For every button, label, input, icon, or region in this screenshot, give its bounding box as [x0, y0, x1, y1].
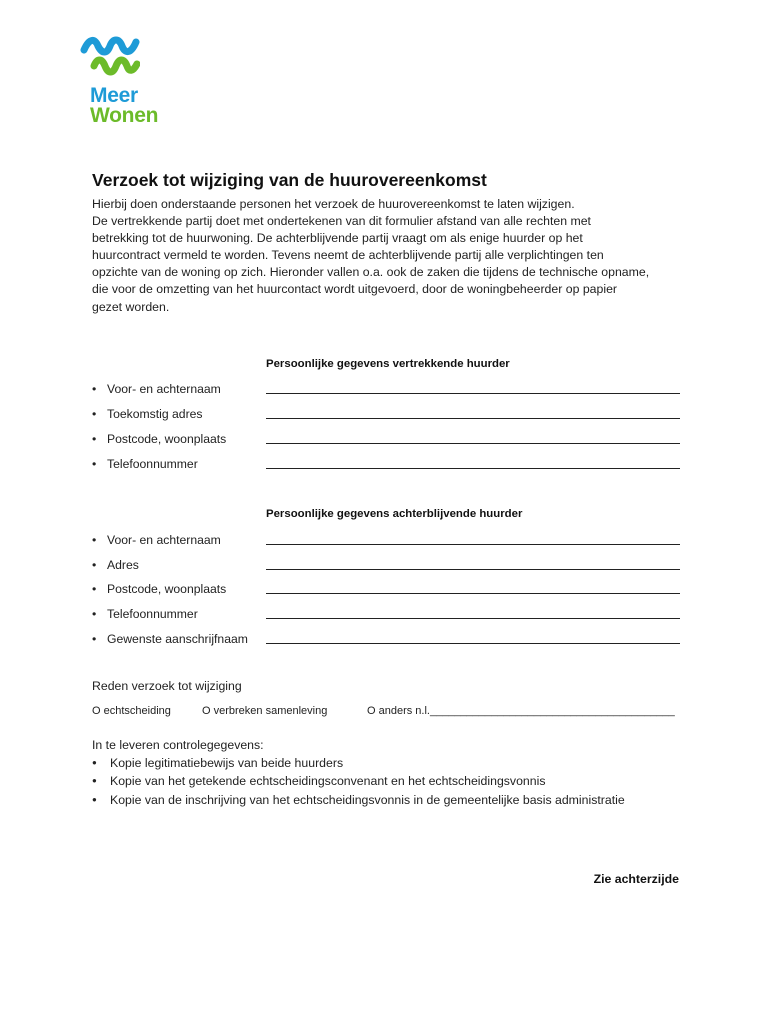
intro-line: Hierbij doen onderstaande personen het verzoek de huurovereenkomst te laten wijzigen.	[92, 197, 575, 211]
form-row-achterblijvend-aanschrijfnaam	[92, 630, 680, 650]
intro-line: opzichte van de woning op zich. Hieronder vallen o.a. ook de zaken die tijdens de technische opname,	[92, 265, 650, 280]
intro-line: die voor de omzetting van het huurcontact wordt uitgevoerd, door de woningbeheerder op papier	[92, 282, 618, 297]
wave-logo-icon	[80, 36, 140, 82]
controle-list	[92, 754, 625, 809]
intro-line: De vertrekkende partij doet met ondertekenen van dit formulier afstand van alle rechten met	[92, 214, 591, 229]
option-verbreken-samenleving[interactable]: O verbreken samenleving	[202, 705, 328, 717]
logo-text-wonen: Wonen	[90, 104, 159, 127]
logo-wordmark	[90, 86, 158, 126]
form-row-vertrekkend-naam	[92, 380, 680, 400]
field-label: • Voor- en achternaam	[92, 533, 221, 547]
form-row-achterblijvend-postcode	[92, 580, 680, 600]
option-anders[interactable]: O anders n.l.________________________________________	[367, 705, 675, 717]
form-row-achterblijvend-telefoon	[92, 605, 680, 625]
intro-line: gezet worden.	[92, 299, 170, 314]
list-item: ● Kopie legitimatiebewijs van beide huurders	[92, 754, 625, 772]
field-label: • Telefoonnummer	[92, 607, 198, 621]
form-row-vertrekkend-postcode	[92, 430, 680, 450]
name-input-line[interactable]	[266, 393, 680, 394]
section-title-vertrekkend: Persoonlijke gegevens vertrekkende huurder	[266, 358, 510, 370]
intro-paragraph	[92, 196, 692, 316]
field-label: • Postcode, woonplaats	[92, 582, 226, 596]
form-row-vertrekkend-telefoon	[92, 455, 680, 475]
field-label: • Adres	[92, 558, 139, 572]
logo-text-meer: Meer	[90, 84, 138, 107]
salutation-name-input-line[interactable]	[266, 643, 680, 644]
list-item: ● Kopie van het getekende echtscheidingsconvenant en het echtscheidingsvonnis	[92, 772, 625, 790]
address-input-line[interactable]	[266, 569, 680, 570]
address-input-line[interactable]	[266, 418, 680, 419]
form-row-achterblijvend-naam	[92, 531, 680, 551]
intro-line: huurcontract vermeld te worden. Tevens neemt de achterblijvende partij alle verplichtingen ten	[92, 248, 604, 263]
field-label: • Toekomstig adres	[92, 407, 203, 421]
field-label: • Voor- en achternaam	[92, 382, 221, 396]
name-input-line[interactable]	[266, 544, 680, 545]
postcode-input-line[interactable]	[266, 593, 680, 594]
see-back-note: Zie achterzijde	[593, 872, 679, 886]
option-echtscheiding[interactable]: O echtscheiding	[92, 705, 171, 717]
field-label: • Gewenste aanschrijfnaam	[92, 632, 248, 646]
section-title-achterblijvend: Persoonlijke gegevens achterblijvende huurder	[266, 508, 523, 520]
phone-input-line[interactable]	[266, 618, 680, 619]
form-row-achterblijvend-adres	[92, 556, 680, 576]
reason-title: Reden verzoek tot wijziging	[92, 679, 242, 693]
field-label: • Telefoonnummer	[92, 457, 198, 471]
phone-input-line[interactable]	[266, 468, 680, 469]
page-title: Verzoek tot wijziging van de huurovereenkomst	[92, 170, 487, 190]
postcode-input-line[interactable]	[266, 443, 680, 444]
form-row-vertrekkend-adres	[92, 405, 680, 425]
intro-line: betrekking tot de huurwoning. De achterblijvende partij vraagt om als enige huurder op het	[92, 231, 583, 246]
field-label: • Postcode, woonplaats	[92, 432, 226, 446]
list-item: ● Kopie van de inschrijving van het echtscheidingsvonnis in de gemeentelijke basis administratie	[92, 791, 625, 809]
controle-title: In te leveren controlegegevens:	[92, 738, 264, 752]
